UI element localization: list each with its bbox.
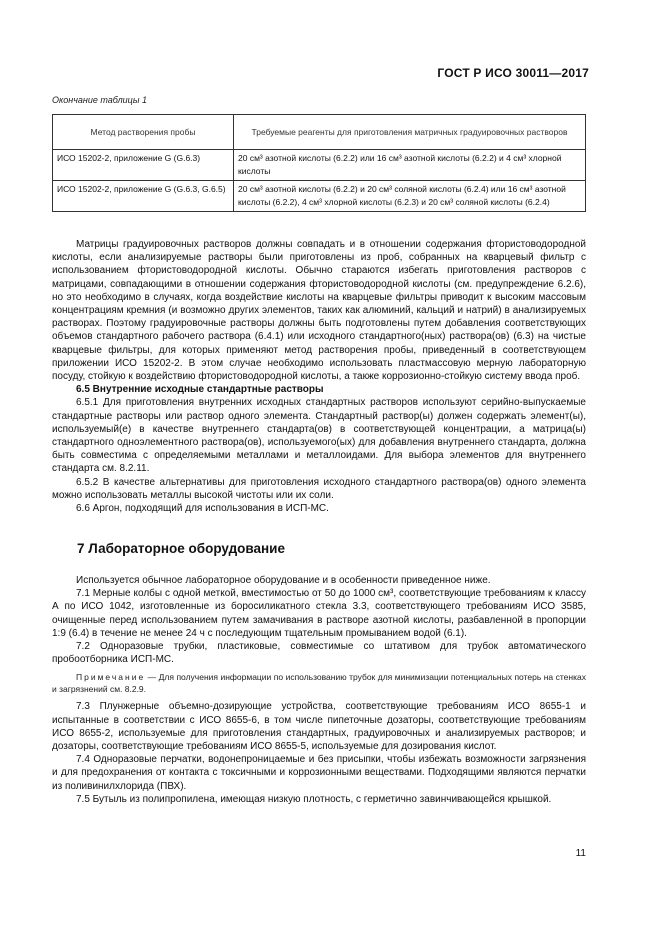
table-row: [53, 181, 586, 212]
table-row: [53, 150, 586, 181]
paragraph-6-5-2: 6.5.2 В качестве альтернативы для приготовления исходного стандартного раствора(ов) одного элемента можно использовать металлы высокой чистоты или их соли.: [52, 476, 586, 501]
paragraph-6-6: 6.6 Аргон, подходящий для использования в ИСП-МС.: [76, 503, 329, 515]
paragraph-7-intro: Используется обычное лабораторное оборудование и в особенности приведенное ниже.: [76, 575, 491, 586]
page-number: 11: [575, 848, 586, 859]
paragraph-7-2: 7.2 Одноразовые трубки, пластиковые, совместимые со штативом для трубок автоматического пробоотборника ИСП-МС.: [52, 641, 586, 666]
paragraph-6-5-1: 6.5.1 Для приготовления внутренних исходных стандартных растворов используют серийно-выпускаемые стандартные растворы или раствор одного элемента. Стандартный раствор(ы) должен содержать элемент(ы), используемый(е) в качестве внутреннего стандарта(ов) в соответствующей концентрации, а матрица(ы) стандартного одноэлементного раствора(ов), используемого(ых) для добавления внутреннего стандарта, должна быть совместима с определяемыми металлами и металлоидами. Для выбора элементов для внутреннего стандарта см. 8.2.11.: [52, 397, 586, 475]
paragraph-7-4: 7.4 Одноразовые перчатки, водонепроницаемые и без присыпки, чтобы избежать возможности загрязнения и для предохранения от контакта с токсичными и коррозионными веществами. Подходящими являются перчатки из поливинилхлорида (ПВХ).: [52, 754, 586, 792]
reagents-table: [52, 114, 586, 212]
note: [52, 671, 586, 695]
table-caption: Окончание таблицы 1: [52, 95, 147, 105]
paragraph-7-1: 7.1 Мерные колбы с одной меткой, вместимостью от 50 до 1000 см³, соответствующие требованиям к классу А по ИСО 1042, изготовленные из боросиликатного стекла 3.3, соответствующего требованиям ИСО 3585, очищенные перед использованием путем замачивания в растворе азотной кислоты, разбавленной в пропорции 1:9 (6.4) в течение не менее 24 ч с последующим тщательным промыванием водой (6.1).: [52, 588, 586, 639]
paragraph-intro: Матрицы градуировочных растворов должны совпадать и в отношении содержания фтористоводородной кислоты, если анализируемые растворы были приготовлены из проб, собранных на кварцевый фильтр с использованием фтористоводородной кислоты. Обычно стараются избегать приготовления растворов с матрицами, совпадающими в отношении содержания фтористоводородной кислоты (см. предупреждение 6.2.6), но это необходимо в случаях, когда воздействие кислоты на кварцевые фильтры приводит к высоким массовым концентрациям кремния (и возможно других элементов, таких как алюминий, кальций и натрий) в анализируемых растворах. Поэтому градуировочные растворы должны быть подготовлены путем добавления соответствующих объемов стандартного рабочего раствора (6.4.1) или исходного стандартного(ных) раствора(ов) (6.3) на чистые кварцевые фильтры, для которых применяют метод растворения пробы, приведенный в соответствующем приложении ИСО 15202-2. В этом случае необходимо использовать пластмассовую мерную лабораторную посуду, стойкую к воздействию фтористоводородной кислоты, а также коррозионно-стойкую систему ввода проб.: [52, 239, 586, 383]
document-header: ГОСТ Р ИСО 30011—2017: [437, 66, 589, 80]
table-cell-method: ИСО 15202-2, приложение G (G.6.3): [53, 150, 234, 181]
section-6-text: [52, 238, 586, 515]
section-7-text: [52, 574, 586, 806]
table-header-reagents: Требуемые реагенты для приготовления матричных градуировочных растворов: [234, 115, 586, 150]
paragraph-7-3: 7.3 Плунжерные объемно-дозирующие устройства, соответствующие требованиям ИСО 8655-1 и испытанные в соответствии с ИСО 8655-6, в том числе пипеточные дозаторы, соответствующие требованиям ИСО 8655-2, используемые для приготовления стандартных, градуировочных и анализируемых растворов; и дозаторы, соответствующие требованиям ИСО 8655-5, используемые для дозирования кислот.: [52, 701, 586, 753]
subheading-6-5: 6.5 Внутренние исходные стандартные растворы: [76, 384, 324, 396]
table-cell-method: ИСО 15202-2, приложение G (G.6.3, G.6.5): [53, 181, 234, 212]
note-label: Примечание: [76, 672, 146, 683]
section-7-heading: 7 Лабораторное оборудование: [77, 541, 285, 556]
table-header-method: Метод растворения пробы: [53, 115, 234, 150]
table-cell-reagents: 20 см³ азотной кислоты (6.2.2) или 16 см³ азотной кислоты (6.2.2) и 4 см³ хлорной кислоты: [234, 150, 586, 181]
table-cell-reagents: 20 см³ азотной кислоты (6.2.2) и 20 см³ соляной кислоты (6.2.4) или 16 см³ азотной кислоты (6.2.2), 4 см³ хлорной кислоты (6.2.3) и 20 см³ соляной кислоты (6.2.4): [234, 181, 586, 212]
note-text: — Для получения информации по использованию трубок для минимизации потенциальных потерь на стенках и загрязнений см. 8.2.9.: [52, 672, 586, 695]
paragraph-7-5: 7.5 Бутыль из полипропилена, имеющая низкую плотность, с герметично завинчивающейся крышкой.: [76, 793, 552, 805]
table-header-row: [53, 115, 586, 150]
